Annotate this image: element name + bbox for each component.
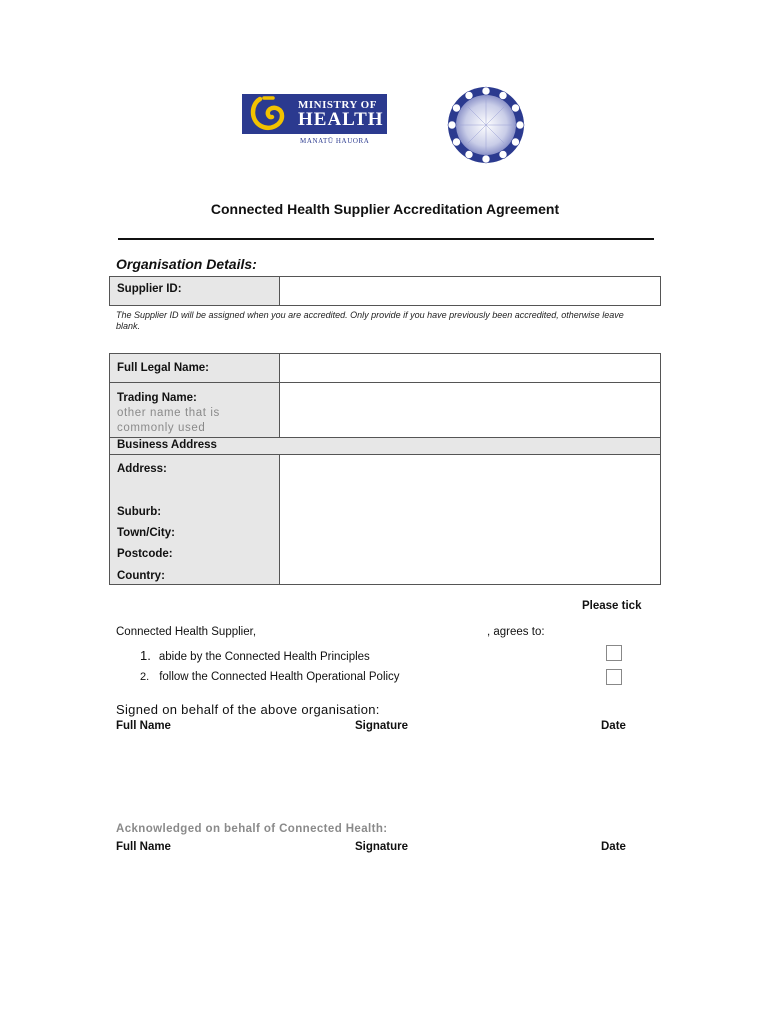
- ack-signature-header: Signature: [355, 841, 409, 853]
- acknowledged-heading: Acknowledged on behalf of Connected Health:: [116, 823, 388, 835]
- document-title: Connected Health Supplier Accreditation Agreement: [210, 201, 560, 217]
- signed-signature-header: Signature: [355, 720, 409, 732]
- trading-name-label-cell: [109, 382, 280, 438]
- full-legal-name-field[interactable]: [279, 353, 661, 383]
- connected-health-seal: [446, 85, 526, 165]
- postcode-label: Postcode:: [117, 548, 173, 560]
- agreement-item-2-number: 2.: [140, 671, 150, 683]
- agreement-item-1-checkbox[interactable]: [606, 645, 622, 661]
- agreement-item-2: [140, 671, 400, 683]
- koru-icon: [246, 94, 296, 134]
- moh-logo-box: [242, 94, 387, 134]
- address-labels-cell: [109, 454, 280, 585]
- title-divider: [118, 238, 654, 240]
- supplier-id-label: Supplier ID:: [109, 276, 280, 306]
- please-tick-label: Please tick: [582, 600, 642, 612]
- address-label: Address:: [117, 463, 167, 475]
- country-label: Country:: [117, 570, 165, 582]
- moh-logo-line2: HEALTH: [298, 109, 384, 130]
- trading-name-field[interactable]: [279, 382, 661, 438]
- agreement-item-1-text: abide by the Connected Health Principles: [158, 651, 370, 663]
- ack-full-name-header: Full Name: [116, 841, 171, 853]
- business-address-header: Business Address: [109, 437, 661, 455]
- agreement-item-2-text: follow the Connected Health Operational Policy: [159, 671, 400, 683]
- supplier-id-field[interactable]: [279, 276, 661, 306]
- signed-full-name-header: Full Name: [116, 720, 171, 732]
- supplier-id-note: The Supplier ID will be assigned when you are accredited. Only provide if you have previously been accredited, otherwise leave blank.: [116, 310, 624, 331]
- agreement-item-1-number: 1.: [140, 648, 151, 663]
- trading-name-hint-1: other name that is: [117, 407, 220, 419]
- ministry-of-health-logo: [242, 94, 387, 146]
- agreement-item-1: [140, 648, 370, 663]
- signed-heading: Signed on behalf of the above organisation:: [116, 702, 380, 717]
- organisation-heading: Organisation Details:: [116, 256, 257, 272]
- full-legal-name-label: Full Legal Name:: [109, 353, 280, 383]
- ack-date-header: Date: [601, 841, 626, 853]
- moh-logo-subtitle: MANATŪ HAUORA: [300, 137, 370, 145]
- signed-date-header: Date: [601, 720, 626, 732]
- town-city-label: Town/City:: [117, 527, 175, 539]
- trading-name-label: Trading Name:: [117, 392, 197, 404]
- suburb-label: Suburb:: [117, 506, 162, 518]
- moh-logo-line1: MINISTRY OF: [298, 99, 377, 111]
- seal-icon: [446, 85, 526, 165]
- agrees-to-text: , agrees to:: [487, 626, 545, 638]
- address-field[interactable]: [279, 454, 661, 585]
- agreement-item-2-checkbox[interactable]: [606, 669, 622, 685]
- trading-name-hint-2: commonly used: [117, 422, 206, 434]
- supplier-name-prefix: Connected Health Supplier,: [116, 626, 257, 638]
